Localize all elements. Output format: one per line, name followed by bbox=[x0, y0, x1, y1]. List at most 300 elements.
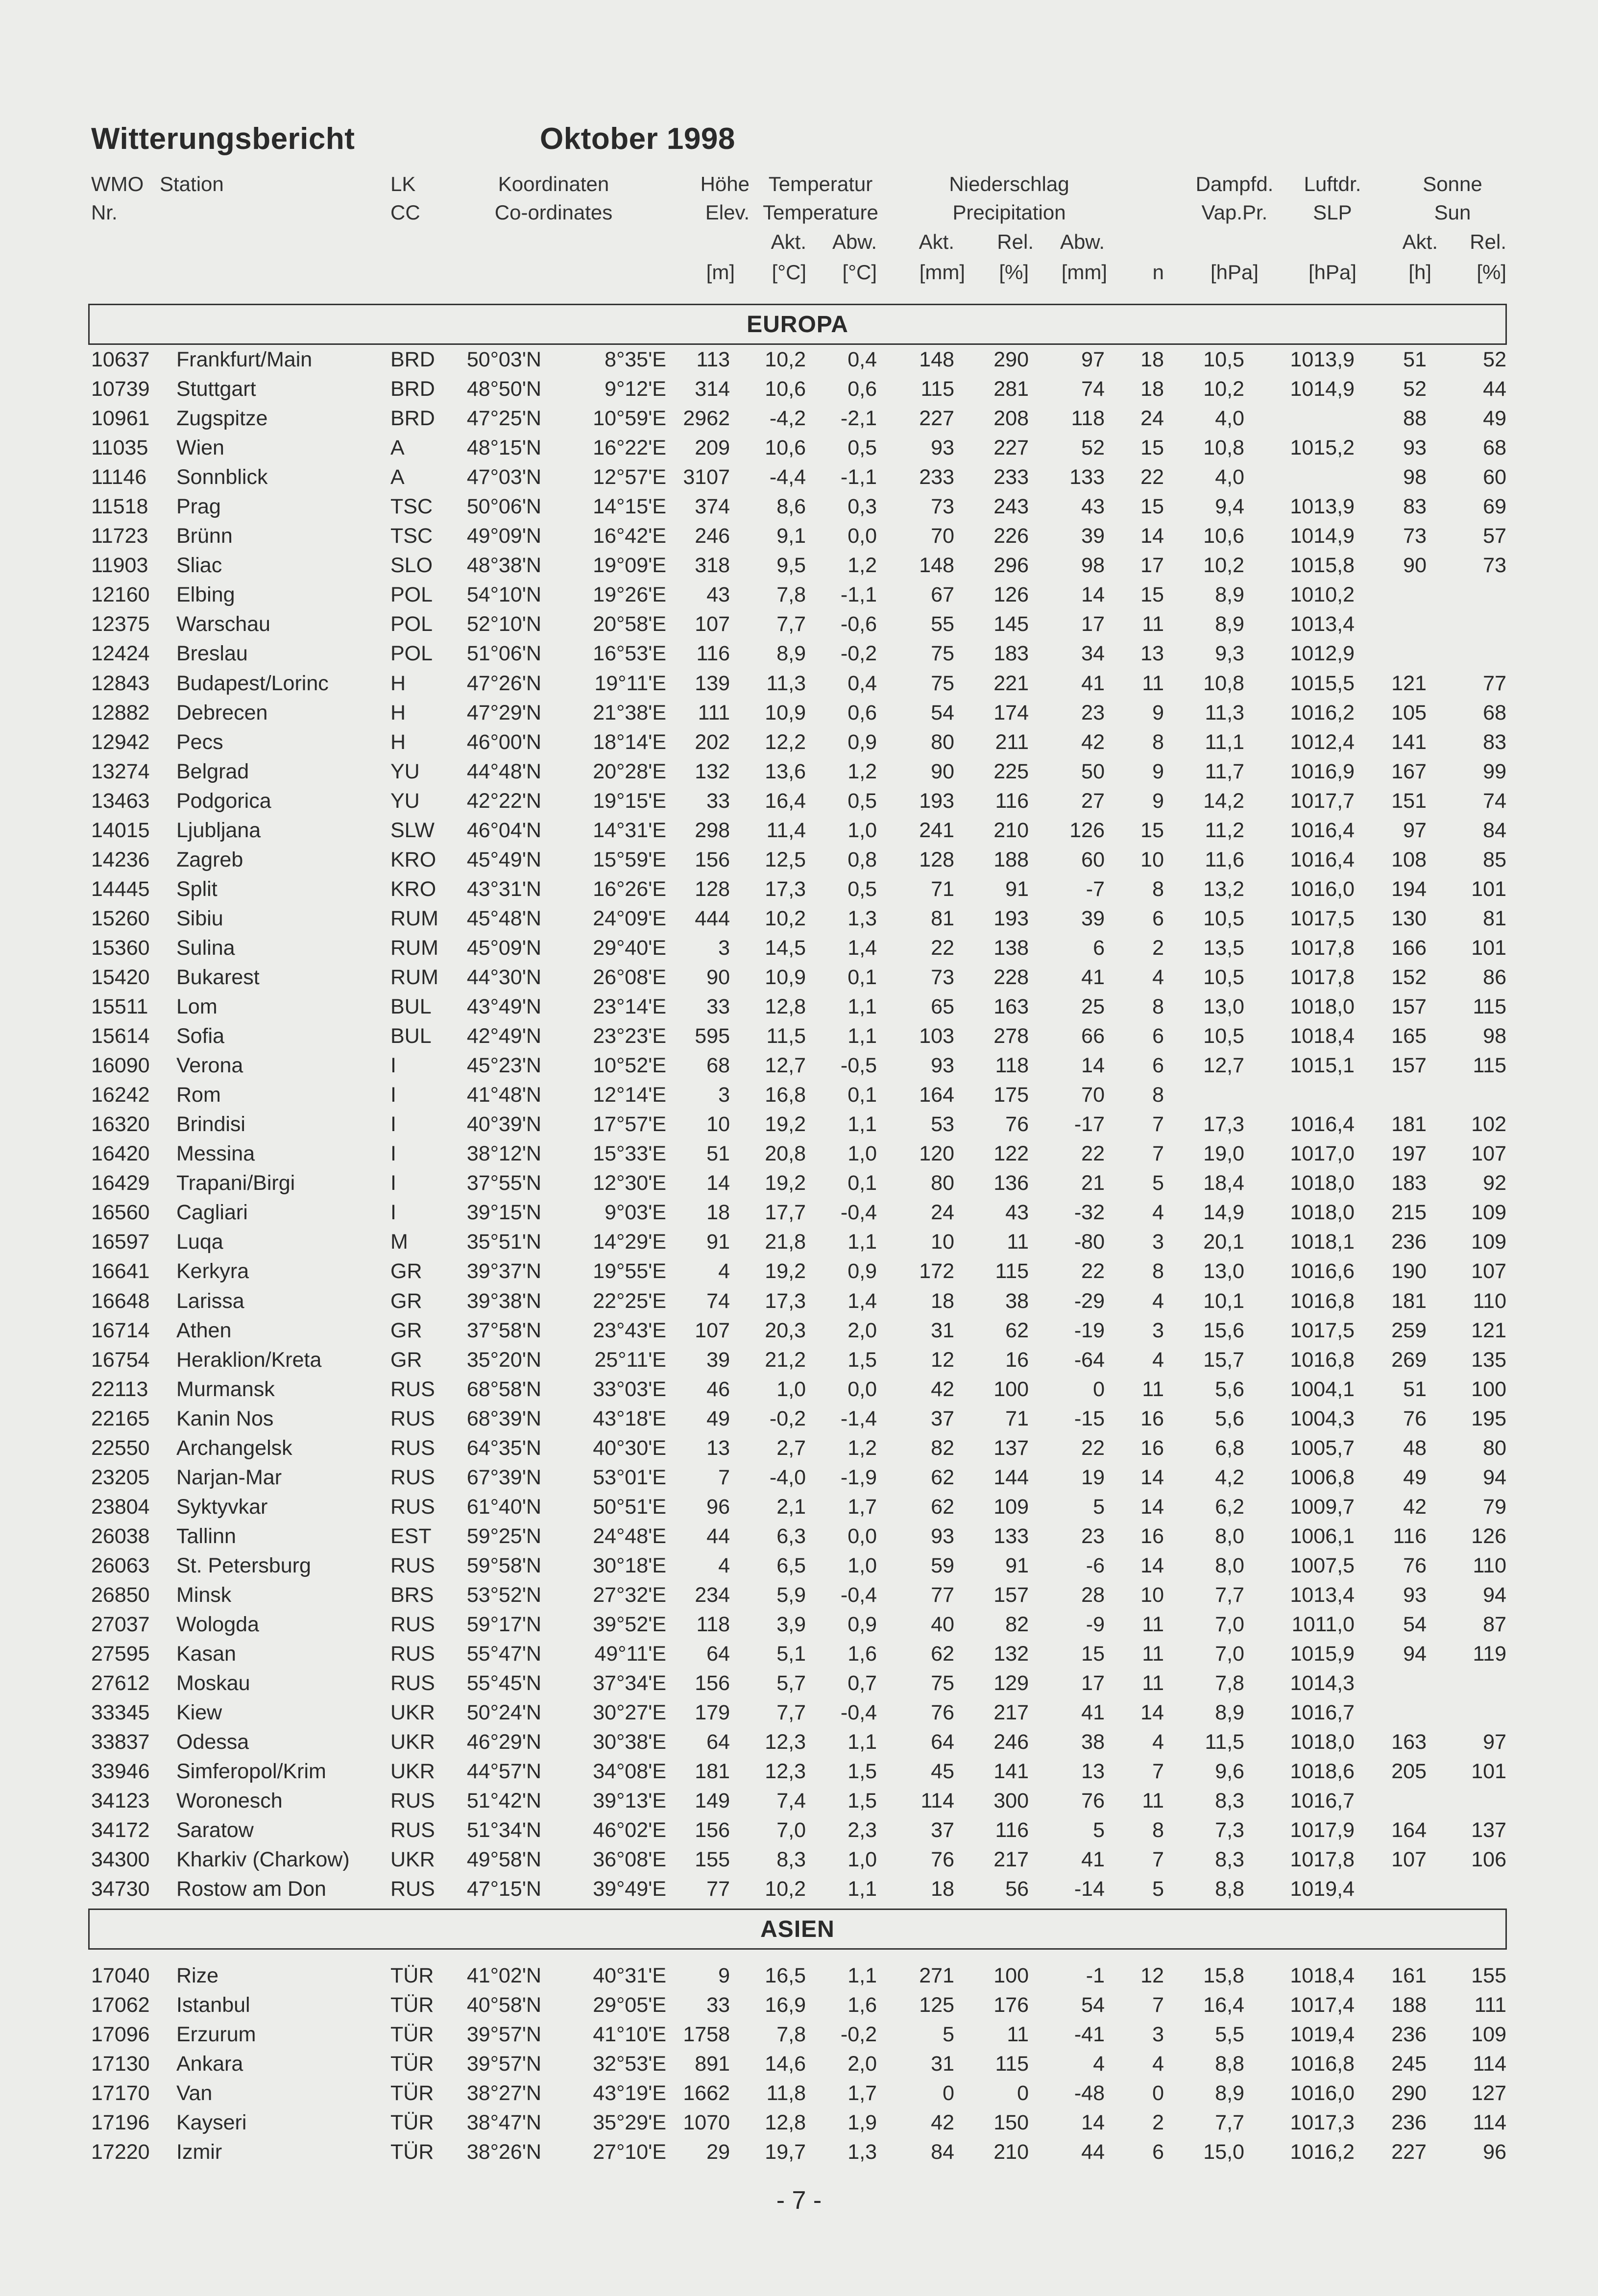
cell-longitude: 16°42'E bbox=[593, 524, 666, 548]
table-row bbox=[0, 1757, 1598, 1786]
cell-sun-rel: 101 bbox=[1471, 1760, 1506, 1784]
header-temp-abw: Abw. bbox=[832, 230, 877, 253]
cell-prec-abw: 14 bbox=[1081, 1054, 1105, 1078]
cell-station: Rostow am Don bbox=[176, 1877, 326, 1901]
cell-sun-rel: 77 bbox=[1483, 671, 1506, 695]
cell-longitude: 15°59'E bbox=[593, 847, 666, 871]
cell-vap-pr: 17,3 bbox=[1203, 1112, 1244, 1136]
table-row bbox=[0, 551, 1598, 580]
cell-longitude: 39°52'E bbox=[593, 1613, 666, 1637]
cell-sun-akt: 236 bbox=[1391, 1230, 1427, 1254]
cell-n-days: 4 bbox=[1152, 1289, 1164, 1313]
cell-prec-abw: 19 bbox=[1081, 1465, 1105, 1489]
cell-temp-abw: 0,6 bbox=[847, 701, 877, 725]
cell-station: Sofia bbox=[176, 1024, 225, 1048]
cell-elevation: 107 bbox=[695, 612, 730, 636]
cell-prec-rel: 91 bbox=[1005, 1553, 1029, 1577]
cell-country: POL bbox=[390, 583, 433, 607]
cell-sun-akt: 54 bbox=[1403, 1613, 1427, 1637]
cell-temp-akt: 20,8 bbox=[765, 1142, 806, 1166]
cell-sun-akt: 197 bbox=[1391, 1142, 1427, 1166]
cell-slp: 1007,5 bbox=[1290, 1553, 1355, 1577]
cell-sun-rel: 97 bbox=[1483, 1730, 1506, 1754]
cell-station: Istanbul bbox=[176, 1993, 250, 2017]
cell-prec-akt: 53 bbox=[931, 1112, 954, 1136]
cell-prec-akt: 115 bbox=[920, 377, 954, 401]
cell-temp-abw: 0,9 bbox=[847, 1613, 877, 1637]
cell-sun-rel: 137 bbox=[1471, 1818, 1506, 1842]
cell-vap-pr: 4,0 bbox=[1215, 465, 1244, 489]
cell-temp-abw: 0,4 bbox=[847, 671, 877, 695]
cell-vap-pr: 7,7 bbox=[1215, 2111, 1244, 2135]
cell-country: RUS bbox=[390, 1613, 435, 1637]
cell-prec-rel: 141 bbox=[993, 1760, 1029, 1784]
cell-country: A bbox=[390, 436, 405, 460]
cell-prec-akt: 233 bbox=[919, 465, 954, 489]
cell-slp: 1016,0 bbox=[1290, 2081, 1355, 2105]
cell-sun-akt: 42 bbox=[1403, 1495, 1427, 1519]
header-temperature: Temperature bbox=[763, 201, 878, 224]
cell-slp: 1017,8 bbox=[1290, 936, 1355, 960]
cell-prec-abw: 5 bbox=[1093, 1495, 1105, 1519]
cell-n-days: 8 bbox=[1152, 877, 1164, 901]
cell-vap-pr: 8,9 bbox=[1215, 2081, 1244, 2105]
table-row bbox=[0, 1021, 1598, 1051]
cell-temp-akt: 19,2 bbox=[765, 1171, 806, 1195]
cell-vap-pr: 8,8 bbox=[1215, 1877, 1244, 1901]
cell-slp: 1018,4 bbox=[1290, 1024, 1355, 1048]
cell-temp-akt: 2,1 bbox=[776, 1495, 806, 1519]
cell-country: TSC bbox=[390, 495, 433, 519]
cell-vap-pr: 13,5 bbox=[1203, 936, 1244, 960]
cell-station: Kerkyra bbox=[176, 1259, 249, 1283]
cell-longitude: 30°38'E bbox=[593, 1730, 666, 1754]
cell-latitude: 46°29'N bbox=[466, 1730, 541, 1754]
header-prec-akt: Akt. bbox=[919, 230, 954, 253]
cell-prec-rel: 243 bbox=[993, 495, 1029, 519]
header-wmo: WMO bbox=[91, 172, 144, 195]
cell-prec-abw: -19 bbox=[1074, 1318, 1105, 1342]
cell-wmo-nr: 14015 bbox=[91, 818, 150, 842]
cell-sun-rel: 69 bbox=[1483, 495, 1506, 519]
cell-sun-rel: 135 bbox=[1471, 1348, 1506, 1372]
cell-n-days: 3 bbox=[1152, 2023, 1164, 2047]
cell-prec-rel: 129 bbox=[993, 1671, 1029, 1695]
cell-prec-akt: 54 bbox=[931, 701, 954, 725]
cell-latitude: 45°23'N bbox=[466, 1054, 541, 1078]
table-row bbox=[0, 433, 1598, 462]
cell-sun-rel: 68 bbox=[1483, 436, 1506, 460]
cell-vap-pr: 10,5 bbox=[1203, 1024, 1244, 1048]
cell-prec-abw: 66 bbox=[1081, 1024, 1105, 1048]
cell-wmo-nr: 17170 bbox=[91, 2081, 150, 2105]
cell-prec-rel: 109 bbox=[993, 1495, 1029, 1519]
cell-temp-abw: 1,9 bbox=[847, 2111, 877, 2135]
cell-country: RUS bbox=[390, 1465, 435, 1489]
cell-latitude: 41°02'N bbox=[466, 1964, 541, 1987]
cell-station: Warschau bbox=[176, 612, 270, 636]
cell-longitude: 9°03'E bbox=[605, 1201, 666, 1225]
cell-country: UKR bbox=[390, 1730, 435, 1754]
cell-vap-pr: 14,9 bbox=[1203, 1201, 1244, 1225]
cell-sun-rel: 85 bbox=[1483, 847, 1506, 871]
cell-n-days: 0 bbox=[1152, 2081, 1164, 2105]
cell-n-days: 14 bbox=[1140, 1465, 1164, 1489]
cell-n-days: 3 bbox=[1152, 1318, 1164, 1342]
cell-wmo-nr: 12375 bbox=[91, 612, 150, 636]
cell-temp-akt: 11,8 bbox=[766, 2081, 806, 2105]
cell-temp-akt: 19,2 bbox=[765, 1259, 806, 1283]
cell-latitude: 61°40'N bbox=[466, 1495, 541, 1519]
header-prec-akt-unit: [mm] bbox=[919, 261, 965, 284]
cell-country: BUL bbox=[390, 995, 432, 1019]
cell-slp: 1004,1 bbox=[1290, 1377, 1355, 1401]
cell-latitude: 53°52'N bbox=[466, 1583, 541, 1607]
page-number: - 7 - bbox=[776, 2186, 822, 2215]
cell-slp: 1017,3 bbox=[1290, 2111, 1355, 2135]
cell-station: Brindisi bbox=[176, 1112, 245, 1136]
cell-elevation: 96 bbox=[706, 1495, 730, 1519]
cell-slp: 1014,9 bbox=[1290, 524, 1355, 548]
cell-temp-akt: 5,9 bbox=[776, 1583, 806, 1607]
table-row bbox=[0, 992, 1598, 1021]
table-row bbox=[0, 904, 1598, 933]
cell-n-days: 4 bbox=[1152, 965, 1164, 989]
cell-longitude: 30°27'E bbox=[593, 1701, 666, 1725]
cell-wmo-nr: 13274 bbox=[91, 759, 150, 783]
cell-n-days: 4 bbox=[1152, 1348, 1164, 1372]
cell-elevation: 33 bbox=[706, 995, 730, 1019]
cell-prec-abw: 39 bbox=[1081, 524, 1105, 548]
cell-country: BRS bbox=[390, 1583, 434, 1607]
cell-temp-akt: 10,2 bbox=[765, 1877, 806, 1901]
cell-sun-akt: 94 bbox=[1403, 1642, 1427, 1666]
cell-sun-akt: 194 bbox=[1391, 877, 1427, 901]
cell-wmo-nr: 16560 bbox=[91, 1201, 150, 1225]
cell-prec-abw: -64 bbox=[1074, 1348, 1105, 1372]
cell-prec-rel: 71 bbox=[1005, 1406, 1029, 1430]
cell-wmo-nr: 22550 bbox=[91, 1436, 150, 1460]
cell-prec-abw: 21 bbox=[1081, 1171, 1105, 1195]
cell-sun-rel: 86 bbox=[1483, 965, 1506, 989]
header-sonne: Sonne bbox=[1423, 172, 1482, 195]
cell-station: Ankara bbox=[176, 2052, 243, 2076]
cell-slp: 1013,9 bbox=[1290, 348, 1355, 371]
cell-station: Sliac bbox=[176, 554, 222, 578]
cell-vap-pr: 10,5 bbox=[1203, 348, 1244, 371]
cell-temp-abw: 1,1 bbox=[847, 1230, 877, 1254]
cell-temp-akt: 16,8 bbox=[765, 1083, 806, 1107]
cell-elevation: 1070 bbox=[683, 2111, 730, 2135]
cell-longitude: 18°14'E bbox=[593, 730, 666, 754]
cell-temp-akt: 21,8 bbox=[765, 1230, 806, 1254]
cell-wmo-nr: 16597 bbox=[91, 1230, 150, 1254]
cell-wmo-nr: 34123 bbox=[91, 1789, 150, 1813]
cell-prec-akt: 59 bbox=[931, 1553, 954, 1577]
cell-latitude: 51°34'N bbox=[466, 1818, 541, 1842]
cell-elevation: 118 bbox=[696, 1613, 730, 1637]
cell-elevation: 444 bbox=[695, 906, 730, 930]
cell-elevation: 14 bbox=[706, 1171, 730, 1195]
cell-prec-abw: 14 bbox=[1081, 583, 1105, 607]
cell-station: Belgrad bbox=[176, 759, 249, 783]
cell-latitude: 38°26'N bbox=[466, 2140, 541, 2164]
cell-slp: 1017,4 bbox=[1290, 1993, 1355, 2017]
cell-sun-akt: 93 bbox=[1403, 436, 1427, 460]
cell-n-days: 14 bbox=[1140, 1553, 1164, 1577]
cell-n-days: 17 bbox=[1140, 554, 1164, 578]
cell-temp-abw: 1,1 bbox=[847, 1964, 877, 1987]
cell-latitude: 48°38'N bbox=[466, 554, 541, 578]
header-hoehe: Höhe bbox=[700, 172, 750, 195]
cell-wmo-nr: 12424 bbox=[91, 642, 150, 666]
cell-elevation: 64 bbox=[706, 1730, 730, 1754]
cell-prec-abw: 17 bbox=[1081, 612, 1105, 636]
cell-sun-akt: 76 bbox=[1403, 1553, 1427, 1577]
cell-longitude: 23°23'E bbox=[593, 1024, 666, 1048]
cell-longitude: 22°25'E bbox=[593, 1289, 666, 1313]
cell-n-days: 18 bbox=[1140, 348, 1164, 371]
table-row bbox=[0, 1727, 1598, 1757]
cell-prec-rel: 278 bbox=[993, 1024, 1029, 1048]
cell-prec-abw: -32 bbox=[1074, 1201, 1105, 1225]
cell-prec-rel: 43 bbox=[1005, 1201, 1029, 1225]
cell-vap-pr: 11,6 bbox=[1205, 847, 1244, 871]
cell-n-days: 10 bbox=[1140, 1583, 1164, 1607]
cell-prec-rel: 116 bbox=[995, 1818, 1029, 1842]
cell-country: I bbox=[390, 1142, 396, 1166]
cell-prec-akt: 5 bbox=[943, 2023, 954, 2047]
table-row bbox=[0, 874, 1598, 904]
table-row bbox=[0, 1668, 1598, 1698]
cell-longitude: 14°31'E bbox=[593, 818, 666, 842]
cell-sun-akt: 269 bbox=[1391, 1348, 1427, 1372]
cell-wmo-nr: 27612 bbox=[91, 1671, 150, 1695]
cell-slp: 1016,2 bbox=[1290, 2140, 1355, 2164]
table-row bbox=[0, 1610, 1598, 1639]
header-vap-unit: [hPa] bbox=[1210, 261, 1259, 284]
cell-temp-abw: -1,1 bbox=[840, 465, 877, 489]
table-row bbox=[0, 1139, 1598, 1168]
cell-wmo-nr: 11723 bbox=[91, 524, 148, 548]
cell-temp-akt: 10,2 bbox=[765, 348, 806, 371]
cell-prec-rel: 193 bbox=[993, 906, 1029, 930]
cell-wmo-nr: 14445 bbox=[91, 877, 150, 901]
cell-prec-rel: 62 bbox=[1005, 1318, 1029, 1342]
cell-prec-abw: 43 bbox=[1081, 495, 1105, 519]
header-sun-akt-unit: [h] bbox=[1408, 261, 1431, 284]
cell-station: Heraklion/Kreta bbox=[176, 1348, 322, 1372]
cell-station: Kasan bbox=[176, 1642, 236, 1666]
cell-station: Prag bbox=[176, 495, 221, 519]
table-row bbox=[0, 933, 1598, 963]
cell-temp-akt: 16,9 bbox=[765, 1993, 806, 2017]
table-row bbox=[0, 1316, 1598, 1345]
table-row bbox=[0, 1198, 1598, 1227]
cell-elevation: 3 bbox=[718, 936, 730, 960]
table-row bbox=[0, 845, 1598, 874]
section-rows-asien bbox=[0, 1961, 1598, 2167]
cell-vap-pr: 10,2 bbox=[1203, 554, 1244, 578]
cell-temp-abw: -0,4 bbox=[840, 1701, 877, 1725]
cell-station: Bukarest bbox=[176, 965, 260, 989]
cell-sun-akt: 76 bbox=[1403, 1406, 1427, 1430]
cell-country: KRO bbox=[390, 847, 436, 871]
cell-wmo-nr: 14236 bbox=[91, 847, 150, 871]
cell-sun-akt: 93 bbox=[1403, 1583, 1427, 1607]
cell-elevation: 234 bbox=[695, 1583, 730, 1607]
table-row bbox=[0, 2078, 1598, 2108]
cell-temp-akt: 12,7 bbox=[765, 1054, 806, 1078]
cell-latitude: 47°15'N bbox=[466, 1877, 541, 1901]
cell-temp-abw: 0,5 bbox=[847, 789, 877, 813]
cell-sun-akt: 49 bbox=[1403, 1465, 1427, 1489]
cell-temp-abw: 0,4 bbox=[847, 348, 877, 371]
cell-elevation: 49 bbox=[706, 1406, 730, 1430]
cell-sun-akt: 215 bbox=[1391, 1201, 1427, 1225]
cell-longitude: 40°30'E bbox=[593, 1436, 666, 1460]
cell-sun-akt: 108 bbox=[1391, 847, 1427, 871]
cell-slp: 1005,7 bbox=[1290, 1436, 1355, 1460]
cell-slp: 1018,6 bbox=[1290, 1760, 1355, 1784]
cell-country: I bbox=[390, 1112, 396, 1136]
cell-vap-pr: 4,0 bbox=[1215, 407, 1244, 431]
cell-sun-akt: 236 bbox=[1391, 2111, 1427, 2135]
cell-prec-akt: 271 bbox=[919, 1964, 954, 1987]
cell-slp: 1013,4 bbox=[1290, 1583, 1355, 1607]
cell-prec-rel: 118 bbox=[995, 1054, 1029, 1078]
cell-temp-akt: 10,2 bbox=[765, 906, 806, 930]
cell-prec-abw: 118 bbox=[1071, 407, 1105, 431]
cell-slp: 1018,4 bbox=[1290, 1964, 1355, 1987]
cell-elevation: 74 bbox=[706, 1289, 730, 1313]
cell-prec-abw: 60 bbox=[1081, 847, 1105, 871]
cell-country: RUM bbox=[390, 965, 438, 989]
cell-sun-akt: 141 bbox=[1391, 730, 1427, 754]
cell-temp-akt: 12,8 bbox=[765, 2111, 806, 2135]
cell-prec-rel: 290 bbox=[993, 348, 1029, 371]
cell-slp: 1016,7 bbox=[1290, 1789, 1355, 1813]
cell-station: Sulina bbox=[176, 936, 235, 960]
cell-latitude: 50°06'N bbox=[466, 495, 541, 519]
cell-longitude: 19°09'E bbox=[593, 554, 666, 578]
cell-temp-akt: 5,7 bbox=[776, 1671, 806, 1695]
cell-country: UKR bbox=[390, 1760, 435, 1784]
cell-station: St. Petersburg bbox=[176, 1553, 311, 1577]
cell-country: RUS bbox=[390, 1553, 435, 1577]
cell-country: SLO bbox=[390, 554, 433, 578]
table-row bbox=[0, 1227, 1598, 1257]
cell-country: RUS bbox=[390, 1671, 435, 1695]
cell-vap-pr: 20,1 bbox=[1203, 1230, 1244, 1254]
cell-vap-pr: 7,0 bbox=[1215, 1642, 1244, 1666]
cell-prec-akt: 18 bbox=[931, 1877, 954, 1901]
cell-temp-akt: 17,3 bbox=[765, 877, 806, 901]
table-row bbox=[0, 669, 1598, 698]
header-temp-akt: Akt. bbox=[771, 230, 806, 253]
cell-temp-abw: 1,6 bbox=[847, 1642, 877, 1666]
cell-longitude: 37°34'E bbox=[593, 1671, 666, 1695]
cell-vap-pr: 10,6 bbox=[1203, 524, 1244, 548]
cell-temp-abw: 0,5 bbox=[847, 436, 877, 460]
cell-prec-akt: 55 bbox=[931, 612, 954, 636]
cell-country: H bbox=[390, 671, 406, 695]
cell-station: Zagreb bbox=[176, 847, 243, 871]
cell-vap-pr: 7,3 bbox=[1215, 1818, 1244, 1842]
header-lk: LK bbox=[390, 172, 416, 195]
cell-latitude: 38°12'N bbox=[466, 1142, 541, 1166]
cell-prec-rel: 174 bbox=[993, 701, 1029, 725]
cell-slp: 1010,2 bbox=[1290, 583, 1355, 607]
cell-wmo-nr: 16090 bbox=[91, 1054, 150, 1078]
cell-wmo-nr: 13463 bbox=[91, 789, 150, 813]
cell-vap-pr: 5,5 bbox=[1215, 2023, 1244, 2047]
cell-elevation: 595 bbox=[695, 1024, 730, 1048]
cell-prec-akt: 64 bbox=[931, 1730, 954, 1754]
cell-n-days: 14 bbox=[1140, 524, 1164, 548]
cell-temp-abw: 0,7 bbox=[847, 1671, 877, 1695]
cell-slp: 1018,0 bbox=[1290, 1201, 1355, 1225]
cell-station: Luqa bbox=[176, 1230, 223, 1254]
cell-station: Zugspitze bbox=[176, 407, 268, 431]
cell-station: Verona bbox=[176, 1054, 243, 1078]
cell-country: YU bbox=[390, 789, 420, 813]
table-row bbox=[0, 1874, 1598, 1904]
cell-slp: 1016,6 bbox=[1290, 1259, 1355, 1283]
cell-latitude: 59°17'N bbox=[466, 1613, 541, 1637]
cell-longitude: 19°55'E bbox=[593, 1259, 666, 1283]
cell-station: Messina bbox=[176, 1142, 255, 1166]
cell-latitude: 39°15'N bbox=[466, 1201, 541, 1225]
cell-wmo-nr: 17062 bbox=[91, 1993, 150, 2017]
header-koordinaten: Koordinaten bbox=[498, 172, 609, 195]
cell-prec-rel: 221 bbox=[993, 671, 1029, 695]
cell-sun-akt: 227 bbox=[1391, 2140, 1427, 2164]
cell-longitude: 16°53'E bbox=[593, 642, 666, 666]
cell-longitude: 33°03'E bbox=[593, 1377, 666, 1401]
cell-vap-pr: 8,0 bbox=[1215, 1553, 1244, 1577]
cell-n-days: 12 bbox=[1140, 1964, 1164, 1987]
cell-temp-akt: 10,6 bbox=[765, 377, 806, 401]
cell-n-days: 7 bbox=[1152, 1142, 1164, 1166]
cell-longitude: 16°26'E bbox=[593, 877, 666, 901]
cell-latitude: 49°09'N bbox=[466, 524, 541, 548]
cell-vap-pr: 15,6 bbox=[1203, 1318, 1244, 1342]
table-row bbox=[0, 462, 1598, 492]
cell-temp-abw: 1,5 bbox=[847, 1760, 877, 1784]
cell-prec-abw: 52 bbox=[1081, 436, 1105, 460]
table-row bbox=[0, 1492, 1598, 1522]
cell-prec-akt: 10 bbox=[931, 1230, 954, 1254]
cell-sun-rel: 107 bbox=[1471, 1259, 1506, 1283]
cell-elevation: 132 bbox=[695, 759, 730, 783]
cell-longitude: 8°35'E bbox=[605, 348, 666, 371]
cell-sun-akt: 236 bbox=[1391, 2023, 1427, 2047]
cell-temp-akt: 16,4 bbox=[765, 789, 806, 813]
cell-latitude: 51°06'N bbox=[466, 642, 541, 666]
cell-prec-abw: 15 bbox=[1081, 1642, 1105, 1666]
cell-slp: 1019,4 bbox=[1290, 2023, 1355, 2047]
cell-station: Van bbox=[176, 2081, 213, 2105]
table-row bbox=[0, 1698, 1598, 1727]
table-row bbox=[0, 1375, 1598, 1404]
cell-prec-rel: 175 bbox=[993, 1083, 1029, 1107]
cell-wmo-nr: 27595 bbox=[91, 1642, 150, 1666]
cell-station: Sibiu bbox=[176, 906, 223, 930]
cell-wmo-nr: 17096 bbox=[91, 2023, 150, 2047]
cell-temp-abw: 1,0 bbox=[847, 1553, 877, 1577]
cell-sun-rel: 92 bbox=[1483, 1171, 1506, 1195]
